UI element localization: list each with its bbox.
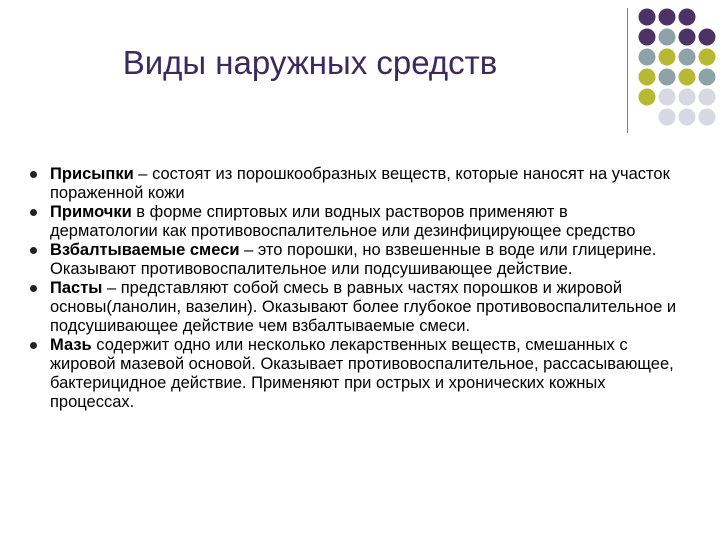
decor-dot xyxy=(679,49,696,66)
list-item xyxy=(30,203,680,241)
decor-dot xyxy=(659,9,676,26)
list-item xyxy=(30,279,680,336)
item-term: Мазь xyxy=(50,336,92,354)
decor-dot xyxy=(699,109,716,126)
bullet-icon xyxy=(30,171,37,178)
slide-title: Виды наружных средств xyxy=(122,44,498,81)
item-text: – это порошки, но взвешенные в воде или глицерине. Оказывают противовоспалительное или подсушивающее действие. xyxy=(50,241,657,278)
decor-dot xyxy=(659,109,676,126)
list-item xyxy=(30,241,680,279)
bullet-icon xyxy=(30,285,37,292)
item-term: Примочки xyxy=(50,203,132,221)
decor-dot xyxy=(679,69,696,86)
decor-dot xyxy=(679,109,696,126)
decor-dot xyxy=(699,69,716,86)
item-text: в форме спиртовых или водных растворов применяют в дерматологии как противовоспалительное или дезинфицирующее средство xyxy=(50,203,636,240)
dot-pattern-decoration xyxy=(0,0,720,140)
item-term: Присыпки xyxy=(50,165,134,183)
bullet-icon xyxy=(30,209,37,216)
decor-dot xyxy=(659,89,676,106)
item-term: Взбалтываемые смеси xyxy=(50,241,240,259)
item-term: Пасты xyxy=(50,279,103,297)
decor-dot xyxy=(699,29,716,46)
decor-dot xyxy=(659,49,676,66)
decor-dot xyxy=(639,89,656,106)
decor-dot xyxy=(679,9,696,26)
bullet-list xyxy=(30,165,680,412)
decor-dot xyxy=(699,89,716,106)
bullet-icon xyxy=(30,247,37,254)
decor-dot xyxy=(639,49,656,66)
list-item xyxy=(30,336,680,412)
item-text: – состоят из порошкообразных веществ, которые наносят на участок пораженной кожи xyxy=(50,165,670,202)
list-item xyxy=(30,165,680,203)
decor-dot xyxy=(699,49,716,66)
decor-dot xyxy=(659,29,676,46)
decor-dot xyxy=(659,69,676,86)
decor-dot xyxy=(679,29,696,46)
decor-dot xyxy=(639,29,656,46)
item-text: – представляют собой смесь в равных частях порошков и жировой основы(ланолин, вазелин). Оказывают более глубокое противовоспалительное и подсушивающее действие чем взбалтываемые смеси. xyxy=(50,279,677,335)
item-text: содержит одно или несколько лекарственных веществ, смешанных с жировой мазевой основой. Оказывает противовоспалительное, рассасывающее, бактерицидное действие. Применяют при острых и хронических кожных процессах. xyxy=(50,336,674,411)
decor-dot xyxy=(639,69,656,86)
decor-dot xyxy=(639,9,656,26)
decor-dot xyxy=(679,89,696,106)
bullet-icon xyxy=(30,342,37,349)
